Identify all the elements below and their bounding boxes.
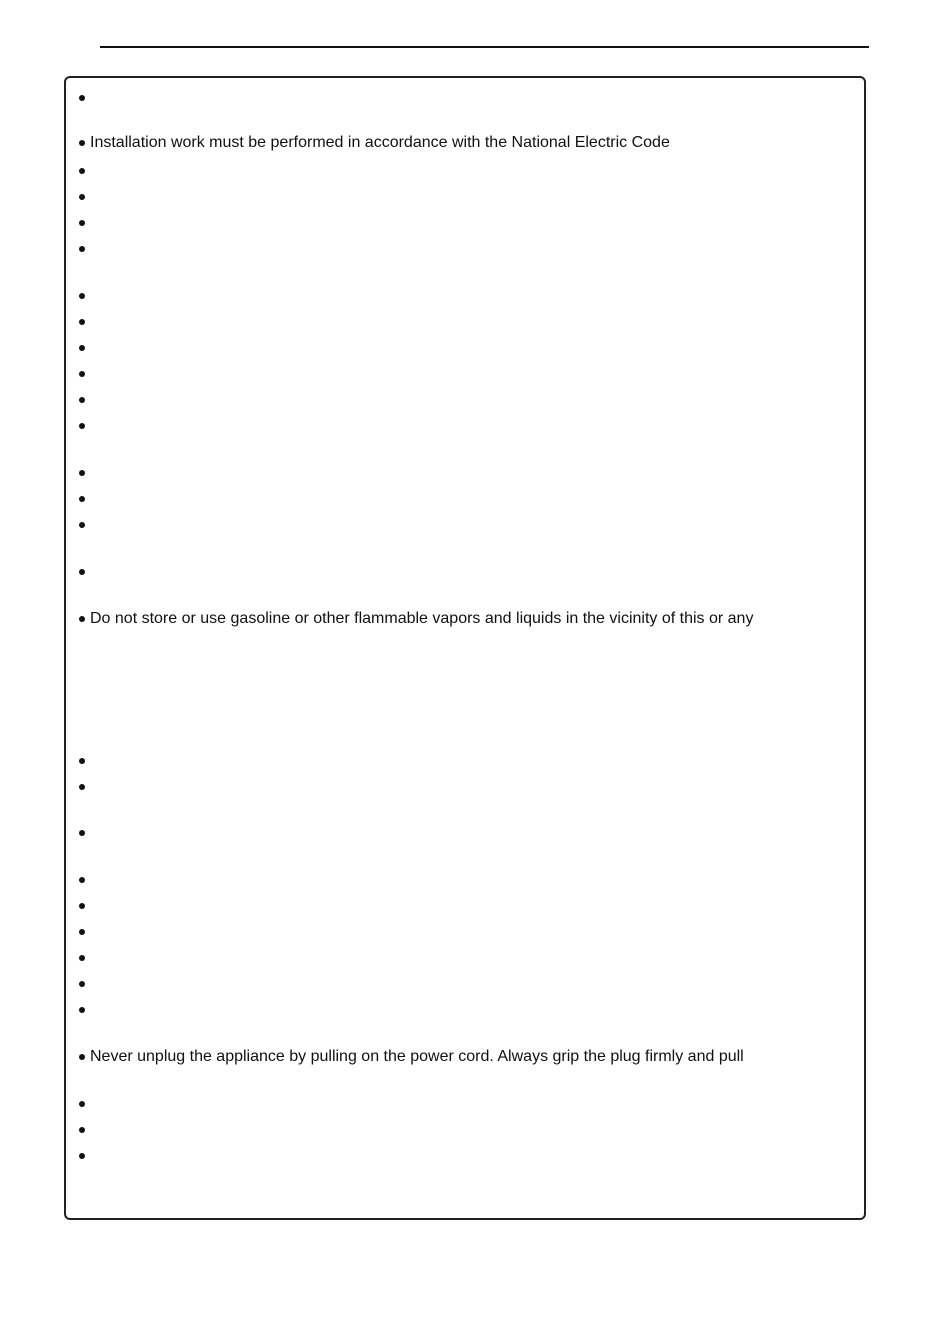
bullet-icon [79, 470, 85, 476]
bullet-icon [79, 830, 85, 836]
bullet-icon [79, 345, 85, 351]
header-rule [100, 46, 869, 48]
bullet-icon [79, 758, 85, 764]
list-item-text: Never unplug the appliance by pulling on the power cord. Always grip the plug firmly and pull [90, 1048, 744, 1065]
bullet-icon [79, 522, 85, 528]
bullet-icon [79, 903, 85, 909]
bullet-icon [79, 246, 85, 252]
bullet-icon [79, 929, 85, 935]
bullet-icon [79, 955, 85, 961]
bullet-icon [79, 293, 85, 299]
bullet-icon [79, 616, 85, 622]
bullet-icon [79, 371, 85, 377]
bullet-icon [79, 95, 85, 101]
bullet-icon [79, 784, 85, 790]
bullet-icon [79, 496, 85, 502]
bullet-icon [79, 1054, 85, 1060]
bullet-icon [79, 194, 85, 200]
bullet-icon [79, 1101, 85, 1107]
bullet-icon [79, 397, 85, 403]
bullet-icon [79, 423, 85, 429]
bullet-icon [79, 569, 85, 575]
bullet-icon [79, 981, 85, 987]
bullet-icon [79, 319, 85, 325]
bullet-icon [79, 877, 85, 883]
bullet-icon [79, 1127, 85, 1133]
bullet-icon [79, 168, 85, 174]
list-item-text: Installation work must be performed in accordance with the National Electric Code [90, 134, 670, 151]
bullet-icon [79, 1007, 85, 1013]
bullet-icon [79, 220, 85, 226]
bullet-icon [79, 1153, 85, 1159]
bullet-icon [79, 140, 85, 146]
list-item-text: Do not store or use gasoline or other flammable vapors and liquids in the vicinity of this or any [90, 610, 754, 627]
